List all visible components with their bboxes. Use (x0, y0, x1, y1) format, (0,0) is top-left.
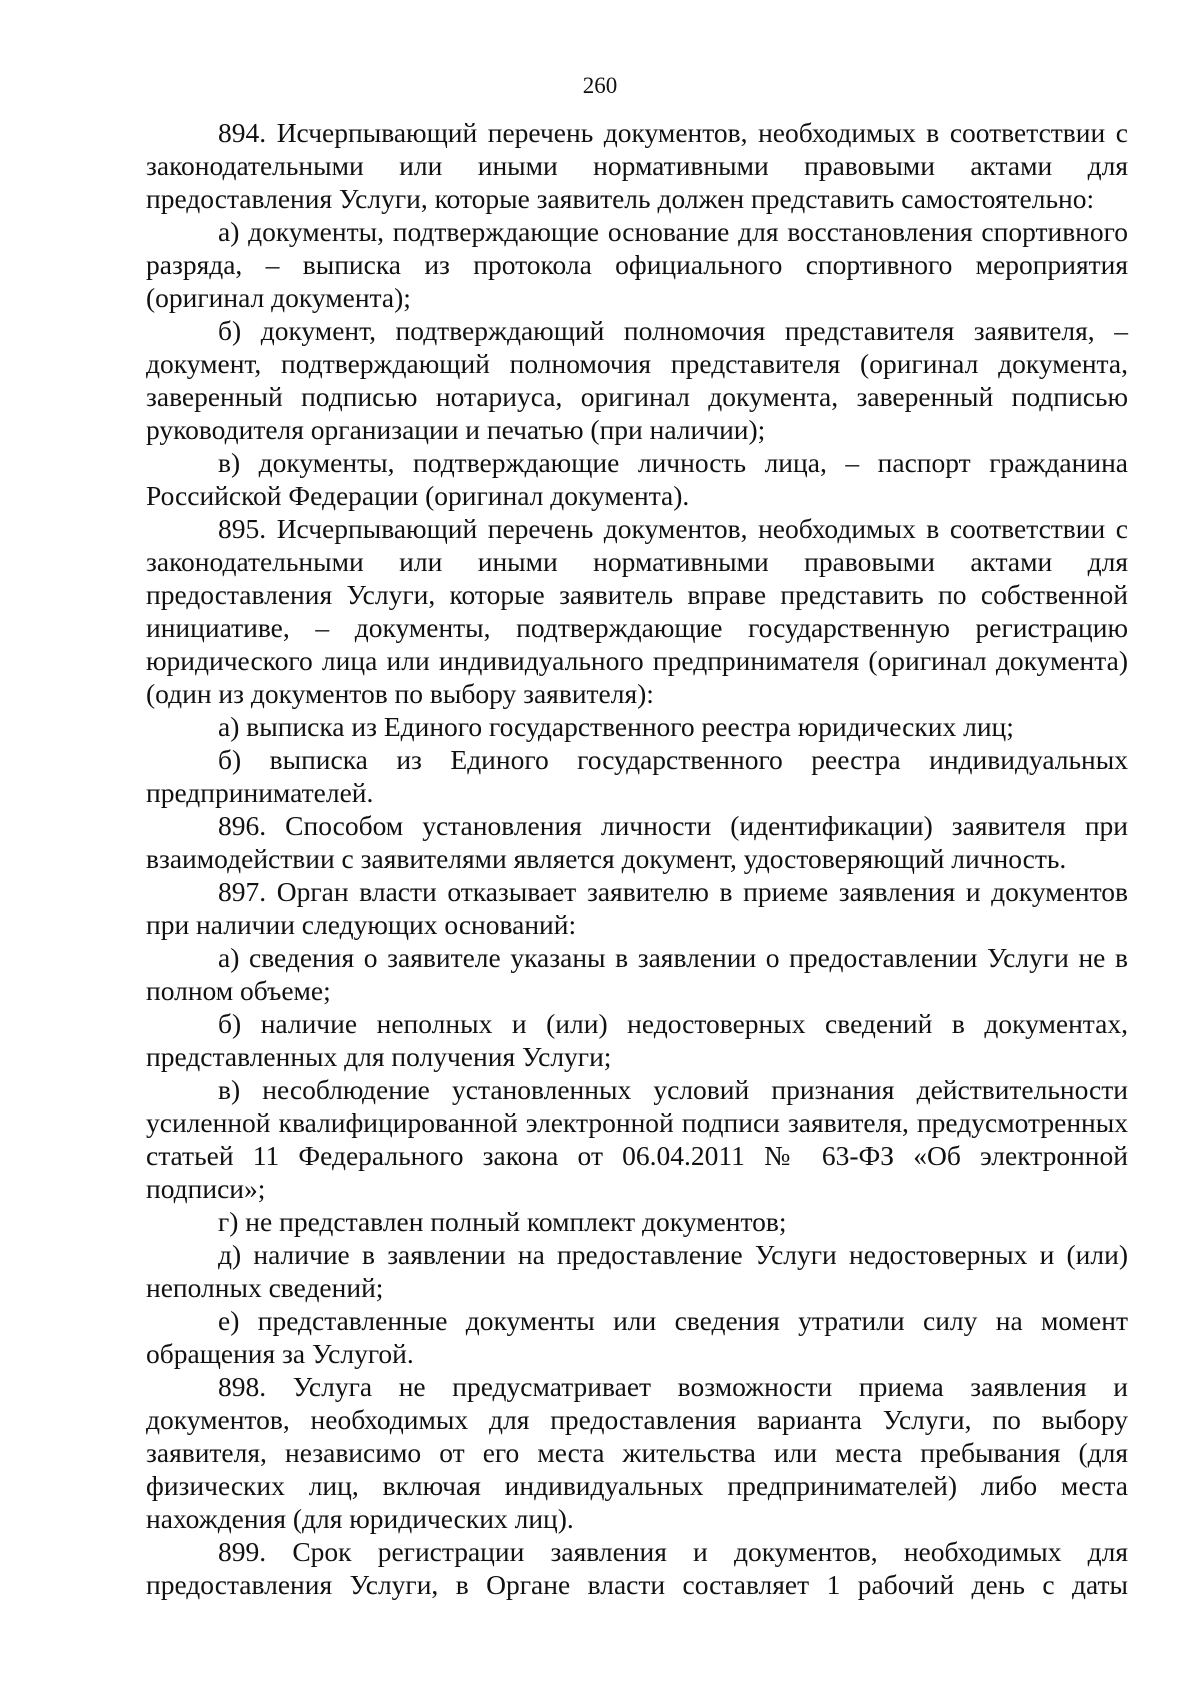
paragraph-897-a: а) сведения о заявителе указаны в заявлении о предоставлении Услуги не в полном объеме; (146, 942, 1128, 1006)
paragraph-894-b: б) документ, подтверждающий полномочия представителя заявителя, – документ, подтверждающий полномочия представителя (оригинал документа, заверенный подписью нотариуса, оригинал документа, заверенный подписью руководителя организации и печатью (при наличии); (146, 315, 1128, 445)
paragraph-897-g: г) не представлен полный комплект документов; (218, 1206, 787, 1237)
page-number: 260 (582, 73, 618, 98)
paragraph-897-d: д) наличие в заявлении на предоставление Услуги недостоверных и (или) неполных сведений; (146, 1239, 1128, 1303)
paragraph-894-a: а) документы, подтверждающие основание для восстановления спортивного разряда, – выписка из протокола официального спортивного мероприятия (оригинал документа); (146, 216, 1128, 313)
paragraph-895-b: б) выписка из Единого государственного реестра индивидуальных предпринимателей. (146, 744, 1128, 808)
paragraph-897-v: в) несоблюдение установленных условий признания действительности усиленной квалифицированной электронной подписи заявителя, предусмотренных статьей 11 Федерального закона от 06.04.2011 № 63-ФЗ «Об электронной подписи»; (146, 1074, 1128, 1204)
paragraph-894-v: в) документы, подтверждающие личность лица, – паспорт гражданина Российской Федерации (оригинал документа). (146, 447, 1128, 511)
paragraph-899: 899. Срок регистрации заявления и документов, необходимых для предоставления Услуги, в Органе власти составляет 1 рабочий день с даты (146, 1536, 1128, 1600)
document-body (146, 116, 1128, 1601)
paragraph-895-a: а) выписка из Единого государственного реестра юридических лиц; (218, 711, 1014, 742)
paragraph-897-e: е) представленные документы или сведения утратили силу на момент обращения за Услугой. (146, 1305, 1128, 1369)
paragraph-895: 895. Исчерпывающий перечень документов, необходимых в соответствии с законодательными или иными нормативными правовыми актами для предоставления Услуги, которые заявитель вправе представить по собственной инициативе, – документы, подтверждающие государственную регистрацию юридического лица или индивидуального предпринимателя (оригинал документа) (один из документов по выбору заявителя): (146, 513, 1128, 709)
paragraph-897-b: б) наличие неполных и (или) недостоверных сведений в документах, представленных для получения Услуги; (146, 1008, 1128, 1072)
paragraph-897: 897. Орган власти отказывает заявителю в приеме заявления и документов при наличии следующих оснований: (146, 876, 1128, 940)
paragraph-898: 898. Услуга не предусматривает возможности приема заявления и документов, необходимых для предоставления варианта Услуги, по выбору заявителя, независимо от его места жительства или места пребывания (для физических лиц, включая индивидуальных предпринимателей) либо места нахождения (для юридических лиц). (146, 1371, 1128, 1534)
paragraph-896: 896. Способом установления личности (идентификации) заявителя при взаимодействии с заявителями является документ, удостоверяющий личность. (146, 810, 1128, 874)
paragraph-894: 894. Исчерпывающий перечень документов, необходимых в соответствии с законодательными или иными нормативными правовыми актами для предоставления Услуги, которые заявитель должен представить самостоятельно: (146, 117, 1128, 214)
